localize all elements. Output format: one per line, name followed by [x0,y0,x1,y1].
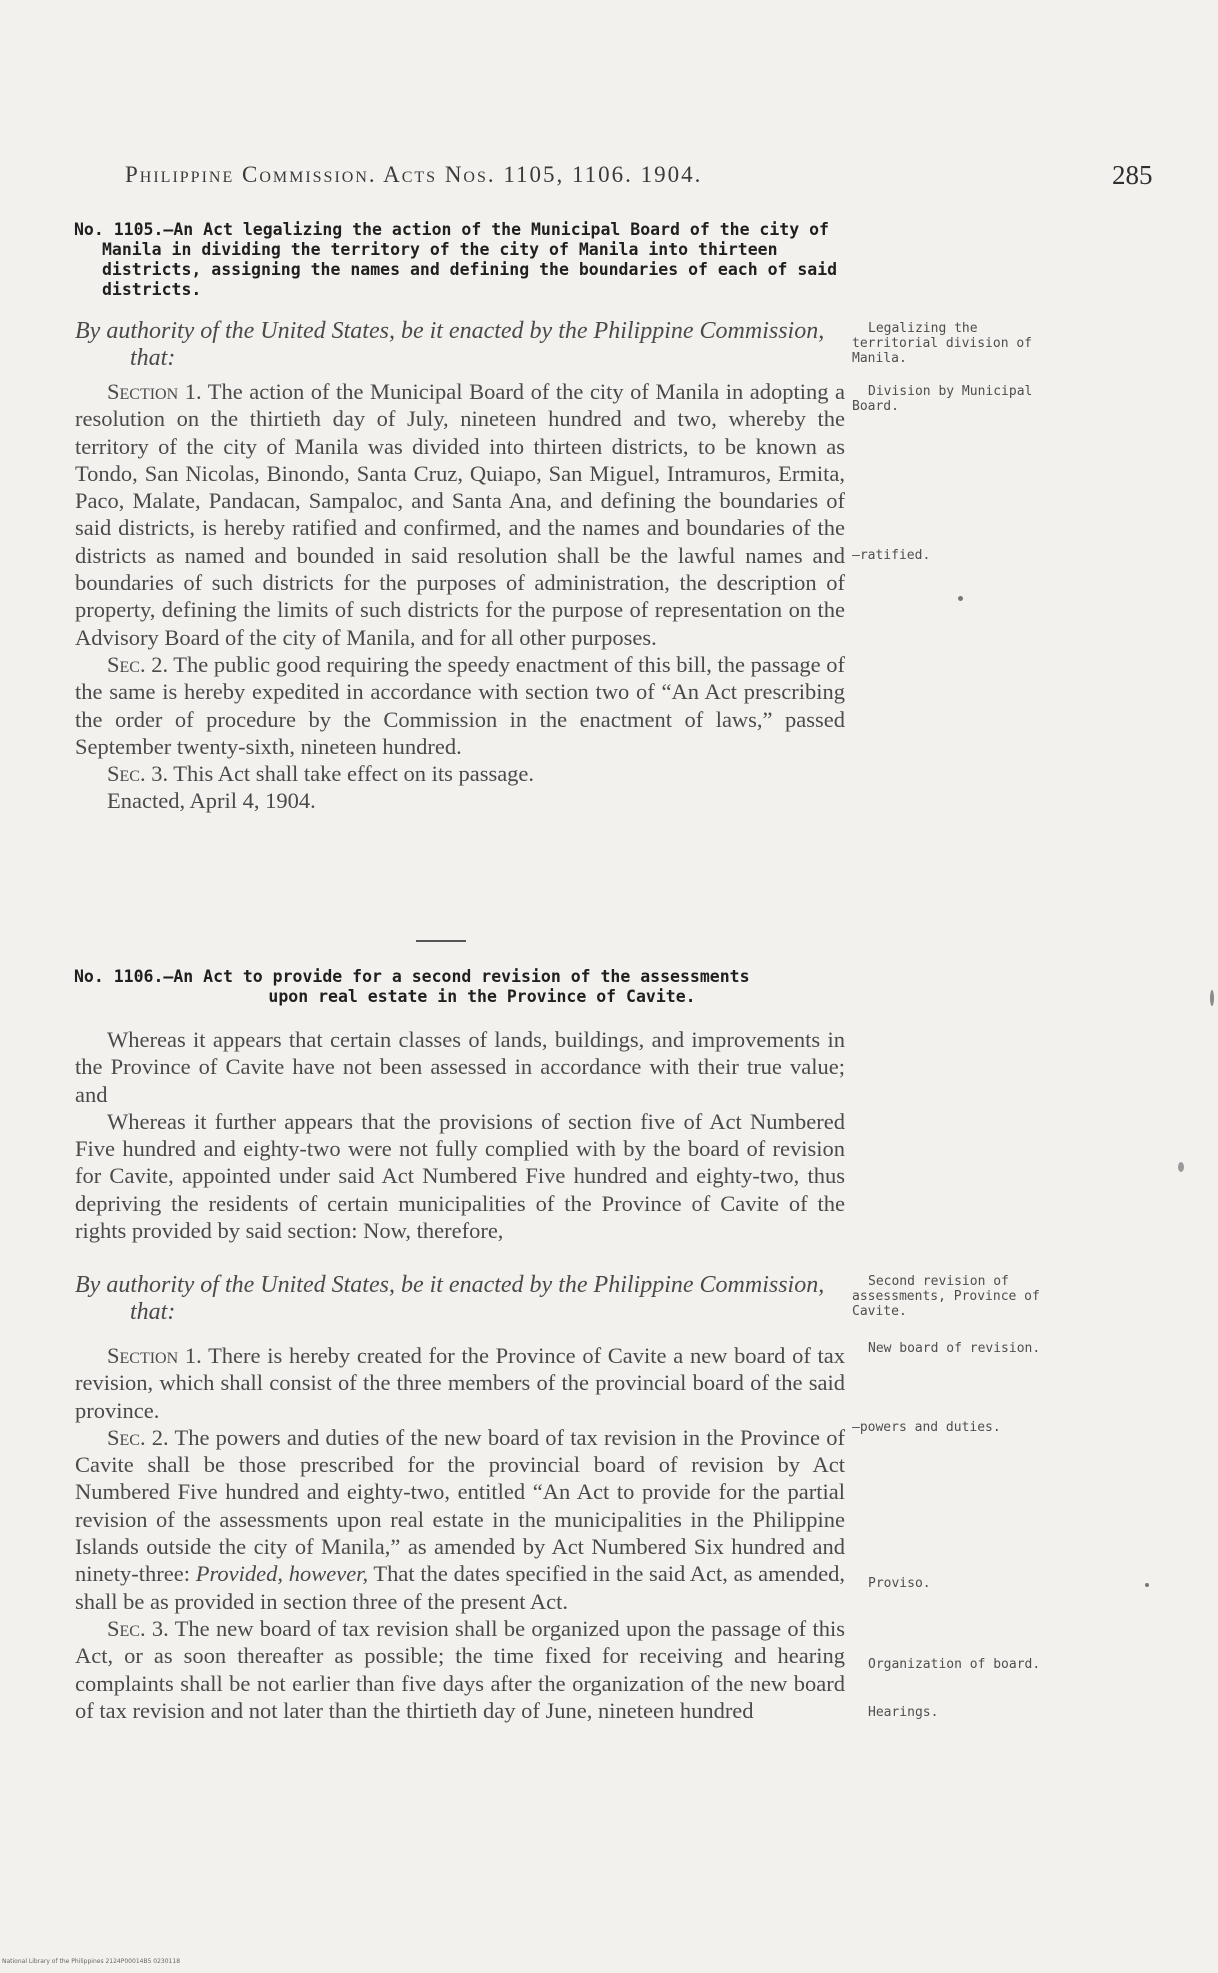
act-1106-number: No. 1106. [74,967,164,986]
section-text: The new board of tax revision shall be organized upon the passage of this Act, or as soon thereafter as possible; the time fixed for receiving and hearing complaints shall be not earlier than five days after the organization of the new board of tax revision and not later than the thirtieth day of June, nineteen hundred [75,1615,845,1723]
scan-footer-credit: National Library of the Philippines 2124P00014B5 0230118 [2,1958,181,1965]
scan-speck [1210,990,1214,1006]
act-1105-title-body [74,220,850,300]
margin-note-territorial-division: Legalizing the territorial division of Manila. [852,321,1033,366]
section-text: The action of the Municipal Board of the city of Manila in adopting a resolution on the thirtieth day of July, nineteen hundred and two, whereby the territory of the city of Manila was divided into thirteen districts, to be known as Tondo, San Nicolas, Binondo, Santa Cruz, Quiapo, San Miguel, Intramuros, Ermita, Paco, Malate, Pandacan, Sampaloc, and Santa Ana, and defining the boundaries of said districts, is hereby ratified and confirmed, and the names and boundaries of the districts as named and bounded in said resolution shall be the lawful names and boundaries of such districts for the purposes of administration, the description of property, defining the limits of such districts for the purpose of representation on the Advisory Board of the city of Manila, and for all other purposes. [75,379,846,650]
act-1106-enacting-clause: By authority of the United States, be it enacted by the Philippine Commission, that: [75,1272,825,1325]
act-1106-whereas-2: Whereas it further appears that the provisions of section five of Act Numbered Five hundred and eighty-two were not fully complied with by the board of revision for Cavite, appointed under said Act Numbered Five hundred and eighty-two, thus depriving the residents of certain municipalities of the Province of Cavite of the rights provided by said section: Now, therefore, [75,1108,845,1244]
section-text: The public good requiring the speedy enactment of this bill, the passage of the same is hereby expedited in accordance with section two of “An Act prescribing the order of procedure by the Commission in the enactment of laws,” passed September twenty-sixth, nineteen hundred. [75,651,846,759]
act-1105-section-1 [75,378,845,651]
act-1106-title-line2: upon real estate in the Province of Cavite. [268,987,696,1006]
act-1106-preamble [75,1026,845,1244]
section-text: That the dates specified in the said Act, as amended, shall be as provided in section three of the present Act. [75,1561,846,1614]
act-1106-title [74,967,850,1007]
section-text: There is hereby created for the Province of Cavite a new board of tax revision, which shall consist of the three members of the provincial board of the said province. [75,1343,846,1423]
section-divider [416,940,466,942]
act-1106-body [75,1342,845,1724]
margin-note-ratified: —ratified. [852,548,931,563]
act-1106-section-2 [75,1424,845,1615]
act-1105-title [74,220,850,300]
scan-speck [958,596,963,601]
section-lead: Sec. 2. [107,1424,169,1450]
section-lead: Section 1. [107,379,202,404]
act-1105-section-3 [75,760,845,787]
act-1106-title-line1: —An Act to provide for a second revision of the assessments [163,967,750,986]
act-1105-section-2 [75,651,845,760]
running-head: Philippine Commission. Acts Nos. 1105, 1106. 1904. [125,162,703,187]
act-1105-enacted-date: Enacted, April 4, 1904. [107,788,316,814]
margin-note-organization: Organization of board. [868,1657,1041,1672]
scan-speck [1145,1583,1149,1587]
margin-note-division-by-board: Division by Municipal Board. [852,384,1033,414]
act-1106-section-3 [75,1615,845,1724]
margin-note-powers-duties: —powers and duties. [852,1420,1001,1435]
act-1105-number: No. 1105. [74,220,164,239]
section-lead: Section 1. [107,1343,202,1368]
margin-note-proviso: Proviso. [868,1576,931,1591]
margin-note-hearings: Hearings. [868,1705,939,1720]
act-1106-section-1 [75,1342,845,1424]
scan-speck [1178,1162,1184,1172]
act-1106-whereas-1: Whereas it appears that certain classes of lands, buildings, and improvements in the Province of Cavite have not been assessed in accordance with their true value; and [75,1027,845,1107]
margin-note-second-revision: Second revision of assessments, Province of Cavite. [852,1274,1040,1319]
margin-note-new-board: New board of revision. [868,1341,1041,1356]
proviso-phrase: Provided, however, [195,1561,369,1587]
section-lead: Sec. 3. [107,761,169,787]
act-1105-body [75,378,845,815]
page-number: 285 [1112,160,1153,190]
section-text: This Act shall take effect on its passage. [168,761,535,787]
section-lead: Sec. 2. [107,651,169,677]
act-1105-enacting-clause: By authority of the United States, be it enacted by the Philippine Commission, that: [75,318,825,371]
section-text: The powers and duties of the new board of tax revision in the Province of Cavite shall be those prescribed for the provincial board of revision by Act Numbered Five hundred and eighty-two, entitled “An Act to provide for the partial revision of the assessments upon real estate in the municipalities in the Philippine Islands outside the city of Manila,” as amended by Act Numbered Six hundred and ninety-three: [75,1424,845,1587]
section-lead: Sec. 3. [107,1615,169,1641]
act-1105-title-text: —An Act legalizing the action of the Municipal Board of the city of Manila in dividing the territory of the city of Manila into thirteen districts, assigning the names and defining the boundaries of each of said districts. [102,220,838,299]
